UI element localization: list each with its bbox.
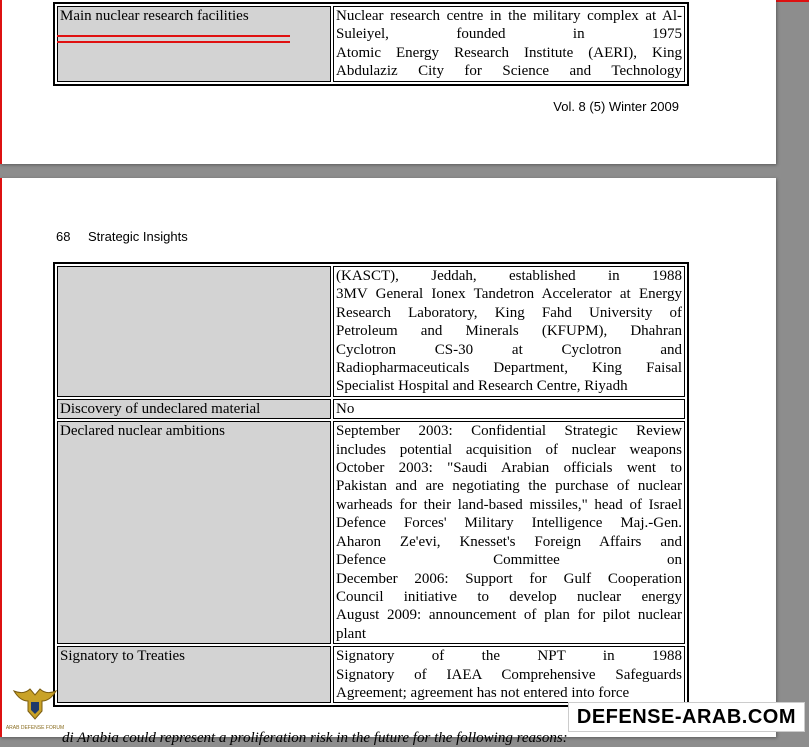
row-value-nuclear-ambitions	[333, 421, 685, 644]
site-watermark: DEFENSE-ARAB.COM	[568, 702, 805, 732]
value-line: Abdulaziz City for Science and Technology	[336, 63, 682, 80]
value-line: Suleiyel, founded in 1975	[336, 26, 682, 43]
row-label-empty	[57, 266, 331, 397]
table-row	[57, 646, 685, 703]
value-line: 3MV General Ionex Tandetron Accelerator at Energy	[336, 286, 682, 303]
value-line: warheads for their land-based missiles," head of Israel	[336, 496, 682, 513]
value-line: Council initiative to develop nuclear energy	[336, 588, 682, 605]
running-head-title: Strategic Insights	[88, 229, 188, 244]
value-line: Defence Forces' Military Intelligence Maj.-Gen.	[336, 515, 682, 532]
cut-off-paragraph: di Arabia could represent a proliferation risk in the future for the following reasons:	[62, 730, 568, 746]
table-row	[57, 6, 685, 82]
value-line: (KASCT), Jeddah, established in 1988	[336, 268, 682, 284]
row-label-treaties: Signatory to Treaties	[57, 646, 331, 703]
value-line: September 2003: Confidential Strategic Review	[336, 423, 682, 440]
issue-label: Vol. 8 (5) Winter 2009	[553, 99, 679, 114]
red-underline-annotation	[57, 41, 290, 43]
value-line: Aharon Ze'evi, Knesset's Foreign Affairs and	[336, 533, 682, 550]
value-line: Specialist Hospital and Research Centre, Riyadh	[336, 378, 628, 395]
value-line: Defence Committee on	[336, 552, 682, 569]
red-underline-annotation	[57, 35, 290, 37]
row-label-nuclear-ambitions: Declared nuclear ambitions	[57, 421, 331, 644]
table-row	[57, 266, 685, 397]
facilities-table-top	[53, 2, 689, 86]
value-line: Petroleum and Minerals (KFUPM), Dhahran	[336, 323, 682, 340]
value-line: Pakistan and are negotiating the purchase of nuclear	[336, 478, 682, 495]
value-line: Agreement; agreement has not entered into force	[336, 684, 630, 701]
value-line: Signatory of the NPT in 1988	[336, 648, 682, 665]
value-line: August 2009: announcement of plan for pilot nuclear	[336, 607, 682, 624]
table-row	[57, 399, 685, 419]
value-line: includes potential acquisition of nuclear weapons	[336, 441, 682, 458]
facilities-table-continued	[53, 262, 689, 707]
row-value-facilities-cont	[333, 266, 685, 397]
row-label-main-facilities: Main nuclear research facilities	[57, 6, 331, 82]
value-line: Cyclotron CS-30 at Cyclotron and	[336, 341, 682, 358]
value-line: Radiopharmaceuticals Department, King Faisal	[336, 360, 682, 377]
value-line: plant	[336, 625, 366, 642]
logo-caption: ARAB DEFENSE FORUM	[5, 725, 65, 731]
page-number: 68	[56, 229, 71, 244]
row-value-undeclared-material	[333, 399, 685, 419]
row-value-main-facilities	[333, 6, 685, 82]
row-value-treaties	[333, 646, 685, 703]
value-line: Atomic Energy Research Institute (AERI), King	[336, 44, 682, 61]
eagle-shield-icon	[12, 681, 58, 725]
value-line: Research Laboratory, King Fahd University of	[336, 304, 682, 321]
value-line: December 2006: Support for Gulf Cooperation	[336, 570, 682, 587]
value-line: No	[336, 400, 355, 417]
pdf-page-previous	[0, 0, 776, 164]
table-row	[57, 421, 685, 644]
forum-logo	[4, 671, 66, 731]
value-line: Nuclear research centre in the military complex at Al-	[336, 8, 682, 24]
row-label-undeclared-material: Discovery of undeclared material	[57, 399, 331, 419]
value-line: Signatory of IAEA Comprehensive Safeguards	[336, 666, 682, 683]
value-line: October 2003: "Saudi Arabian officials went to	[336, 460, 682, 477]
pdf-page-current	[0, 178, 776, 746]
